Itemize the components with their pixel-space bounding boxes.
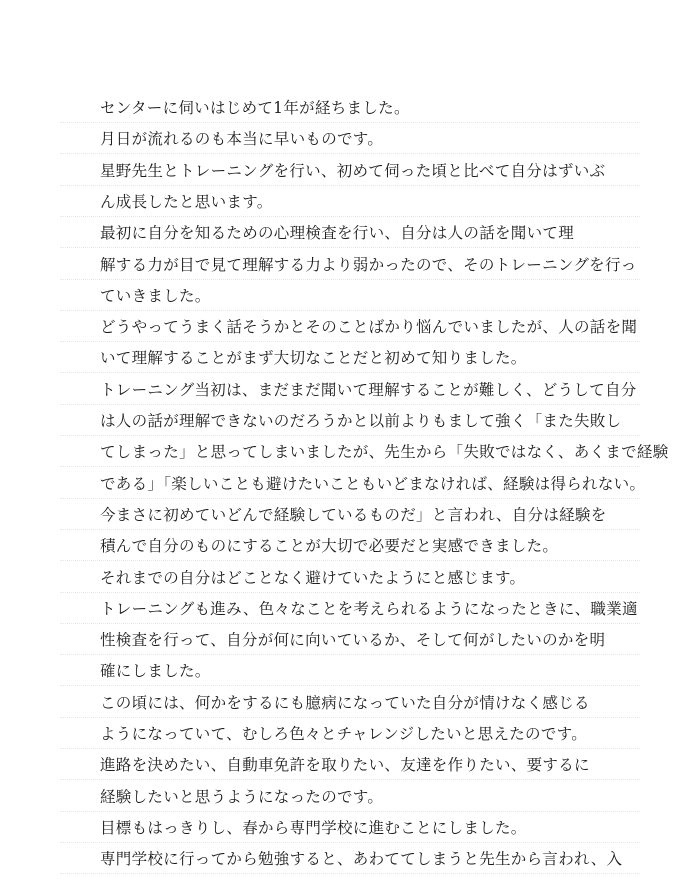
text-line: 星野先生とトレーニングを行い、初めて伺った頃と比べて自分はずいぶ [100, 162, 606, 180]
text-line: 確にしました。 [100, 662, 211, 680]
rule-line [60, 592, 640, 593]
text-line: それまでの自分はどことなく避けていたようにと感じます。 [100, 569, 526, 587]
text-line: 目標もはっきりし、春から専門学校に進むことにしました。 [100, 819, 527, 837]
text-line: この頃には、何かをするにも臆病になっていた自分が情けなく感じる [100, 694, 590, 712]
text-line: センターに伺いはじめて1年が経ちました。 [100, 99, 410, 117]
text-line: てしまった」と思ってしまいましたが、先生から「失敗ではなく、あくまで経験 [100, 443, 669, 461]
rule-line [60, 748, 640, 749]
rule-line [60, 247, 640, 248]
text-line: 専門学校に行ってから勉強すると、あわててしまうと先生から言われ、入 [100, 850, 623, 868]
rule-line [60, 185, 640, 186]
text-line: ようになっていて、むしろ色々とチャレンジしたいと思えたのです。 [100, 725, 588, 743]
text-line: 経験したいと思うようになったのです。 [100, 788, 384, 806]
rule-line [60, 122, 640, 123]
text-line: は人の話が理解できないのだろうかと以前よりもまして強く「また失敗し [100, 412, 622, 430]
rule-line [60, 404, 640, 405]
text-line: 積んで自分のものにすることが大切で必要だと実感できました。 [100, 537, 559, 555]
text-line: である」「楽しいことも避けたいこともいどまなければ、経験は得られない。 [100, 475, 646, 493]
rule-line [60, 435, 640, 436]
rule-line [60, 779, 640, 780]
rule-line [60, 279, 640, 280]
text-line: いて理解することがまず大切なことだと初めて知りました。 [100, 349, 527, 367]
text-line: 月日が流れるのも本当に早いものです。 [100, 130, 384, 148]
rule-line [60, 310, 640, 311]
rule-line [60, 466, 640, 467]
rule-line [60, 560, 640, 561]
text-line: 性検査を行って、自分が何に向いているか、そして何がしたいのかを明 [100, 631, 606, 649]
text-line: 最初に自分を知るための心理検査を行い、自分は人の話を聞いて理 [100, 224, 575, 242]
rule-line [60, 153, 640, 154]
rule-line [60, 341, 640, 342]
rule-line [60, 654, 640, 655]
rule-line [60, 873, 640, 874]
text-line: ん成長したと思います。 [100, 193, 273, 211]
text-line: トレーニング当初は、まだまだ聞いて理解することが難しく、どうして自分 [100, 381, 637, 399]
text-line: 進路を決めたい、自動車免許を取りたい、友達を作りたい、要するに [100, 756, 590, 774]
rule-line [60, 529, 640, 530]
text-line: 解する力が目で見て理解する力より弱かったので、そのトレーニングを行っ [100, 256, 637, 274]
rule-line [60, 811, 640, 812]
rule-line [60, 372, 640, 373]
rule-line [60, 717, 640, 718]
rule-line [60, 216, 640, 217]
rule-line [60, 623, 640, 624]
rule-line [60, 498, 640, 499]
rule-line [60, 842, 640, 843]
text-line: どうやってうまく話そうかとそのことばかり悩んでいましたが、人の話を聞 [100, 318, 638, 336]
text-line: トレーニングも進み、色々なことを考えられるようになったときに、職業適 [100, 600, 638, 618]
text-line: ていきました。 [100, 287, 211, 305]
text-line: 今まさに初めていどんで経験しているものだ」と言われ、自分は経験を [100, 506, 607, 524]
rule-line [60, 685, 640, 686]
